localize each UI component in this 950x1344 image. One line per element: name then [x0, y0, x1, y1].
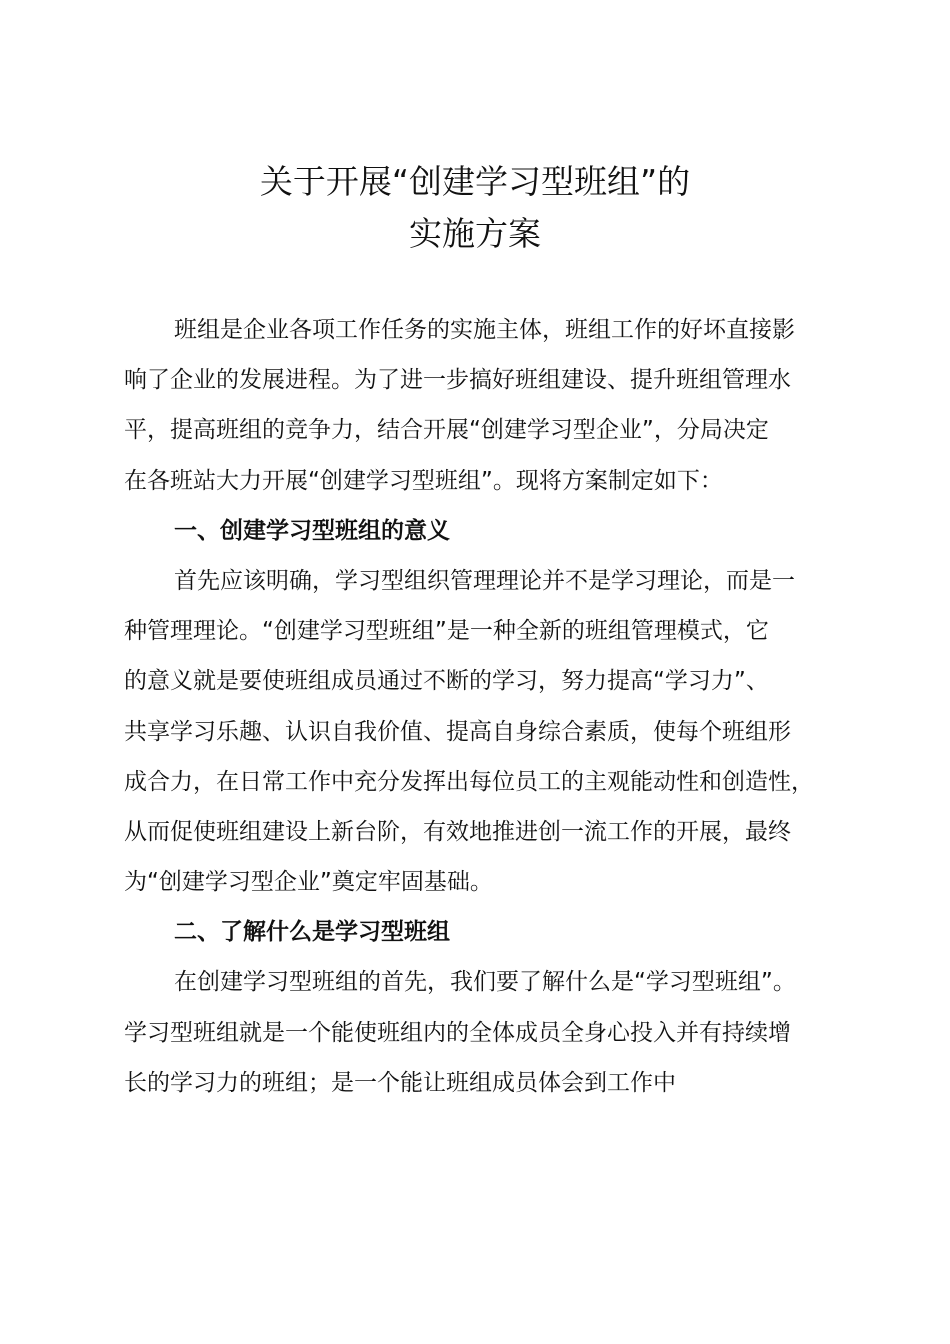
section-heading-2: 二、了解什么是学习型班组 — [174, 919, 450, 946]
paragraph-line: 的意义就是要使班组成员通过不断的学习，努力提高“学习力”、 — [124, 668, 769, 695]
title-line-1: 关于开展“创建学习型班组”的 — [259, 162, 691, 201]
document-title — [0, 156, 950, 260]
paragraph-line: 成合力，在日常工作中充分发挥出每位员工的主观能动性和创造性， — [124, 768, 814, 795]
paragraph-line: 平，提高班组的竞争力，结合开展“创建学习型企业”，分局决定 — [124, 417, 769, 444]
paragraph-line: 从而促使班组建设上新台阶，有效地推进创一流工作的开展，最终 — [124, 818, 791, 845]
title-line-2: 实施方案 — [409, 214, 541, 253]
paragraph-line: 班组是企业各项工作任务的实施主体，班组工作的好坏直接影 — [174, 317, 795, 343]
paragraph-line: 种管理理论。“创建学习型班组”是一种全新的班组管理模式，它 — [124, 618, 769, 645]
document-body — [124, 305, 844, 1108]
paragraph-line: 在各班站大力开展“创建学习型班组”。现将方案制定如下： — [124, 467, 723, 494]
paragraph-line: 首先应该明确，学习型组织管理理论并不是学习理论，而是一 — [174, 567, 795, 594]
paragraph-line: 学习型班组就是一个能使班组内的全体成员全身心投入并有持续增 — [124, 1019, 791, 1046]
paragraph-line: 在创建学习型班组的首先，我们要了解什么是“学习型班组”。 — [174, 969, 796, 996]
paragraph-line: 为“创建学习型企业”奠定牢固基础。 — [124, 869, 493, 896]
paragraph-line: 响了企业的发展进程。为了进一步搞好班组建设、提升班组管理水 — [124, 367, 791, 394]
section-heading-1: 一、创建学习型班组的意义 — [174, 517, 450, 544]
paragraph-line: 共享学习乐趣、认识自我价值、提高自身综合素质，使每个班组形 — [124, 718, 791, 745]
paragraph-line: 长的学习力的班组；是一个能让班组成员体会到工作中 — [124, 1069, 676, 1096]
